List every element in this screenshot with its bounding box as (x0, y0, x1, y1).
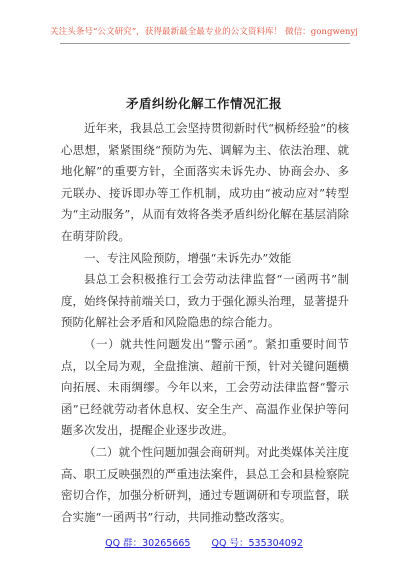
body-paragraph: （一）就共性问题发出“警示函”。紧扣重要时间节点，以全局为观，全盘推演、超前干预，针对关键问题横向拓展、未雨绸缪。今年以来，工会劳动法律监督“警示函”已经就劳动者休息权、安全生产、高温作业保护等问题多次发出，提醒企业逐步改进。 (61, 336, 349, 438)
intro-paragraph: 近年来，我县总工会坚持贯彻新时代“枫桥经验”的核心思想，紧紧围绕“预防为先、调解为主、依法治理、就地化解”的重要方针，全面落实未诉先办、协商会办、多元联办、接诉即办等工作机制，成功由“被动应对”转型为“主动服务”，从而有效将各类矛盾纠纷化解在基层消除在萌芽阶段。 (61, 121, 349, 243)
document-title: 矛盾纠纷化解工作情况汇报 (125, 96, 282, 111)
header-divider (60, 43, 350, 44)
qq-group-label: QQ 群：30265665 (105, 538, 191, 549)
header-notice: 关注头条号“公文研究”，获得最新最全最专业的公文资料库！ 微信：gongwenyj (50, 27, 358, 37)
qq-number-label: QQ 号：535304092 (211, 538, 303, 549)
section-heading: 一、专注风险预防，增强“未诉先办”效能 (84, 250, 292, 265)
body-paragraph: （二）就个性问题加强会商研判。对此类媒体关注度高、职工反映强烈的严重违法案件，县总工会和县检察院密切合作，加强分析研判，通过专题调研和专项监督，联合实施“一函两书”行动，共同推动整改落实。 (61, 444, 349, 524)
footer (0, 537, 408, 550)
body-paragraph: 县总工会积极推行工会劳动法律监督“一函两书”制度，始终保持前端关口，致力于强化源头治理，显著提升预防化解社会矛盾和风险隐患的综合能力。 (61, 272, 349, 330)
document-body (61, 118, 349, 530)
